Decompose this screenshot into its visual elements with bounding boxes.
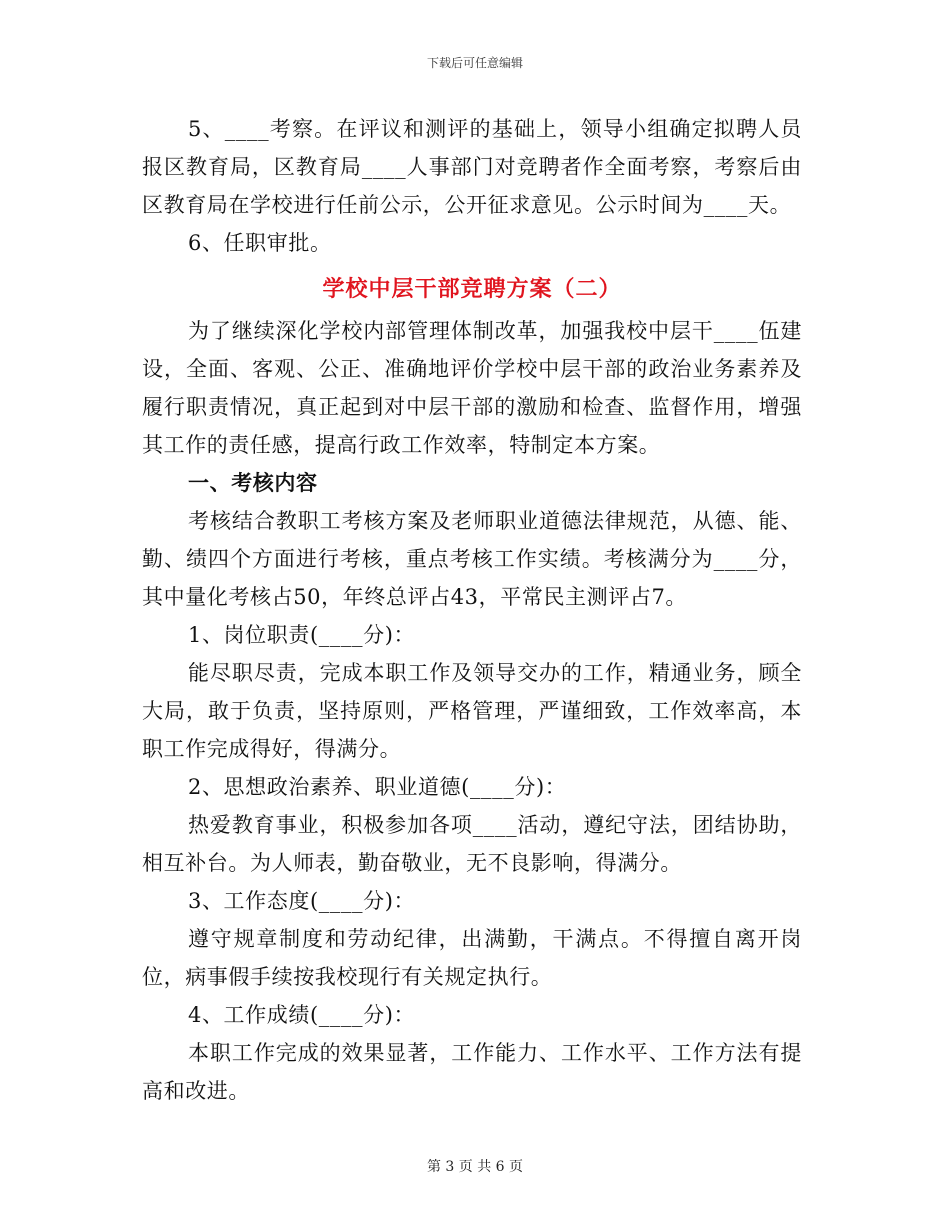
item-heading: 1、岗位职责(____分)： [188,623,416,647]
document-body [142,110,802,1110]
section1-heading: 一、考核内容 [188,470,318,495]
item-body: 热爱教育事业，积极参加各项____活动，遵纪守法，团结协助，相互补台。为人师表，勤奋敬业，无不良影响，得满分。 [142,813,802,875]
section-title: 学校中层干部竞聘方案（二） [322,276,622,302]
item-body: 本职工作完成的效果显著，工作能力、工作水平、工作方法有提高和改进。 [142,1041,802,1103]
intro-paragraph: 为了继续深化学校内部管理体制改革，加强我校中层干____伍建设，全面、客观、公正、准确地评价学校中层干部的政治业务素养及履行职责情况，真正起到对中层干部的激励和检查、监督作用，增强其工作的责任感，提高行政工作效率，特制定本方案。 [142,319,802,457]
item-body: 遵守规章制度和劳动纪律，出满勤，干满点。不得擅自离开岗位，病事假手续按我校现行有关规定执行。 [142,927,802,989]
item-heading: 2、思想政治素养、职业道德(____分)： [188,775,567,799]
section1-body: 考核结合教职工考核方案及老师职业道德法律规范，从德、能、勤、绩四个方面进行考核，重点考核工作实绩。考核满分为____分，其中量化考核占50，年终总评占43，平常民主测评占7。 [142,509,802,609]
page-number: 第 3 页 共 6 页 [426,1159,524,1175]
paragraph-item-5: 5、____考察。在评议和测评的基础上，领导小组确定拟聘人员报区教育局，区教育局____人事部门对竞聘者作全面考察，考察后由区教育局在学校进行任前公示，公开征求意见。公示时间为____天。 [142,117,802,217]
item-heading: 3、工作态度(____分)： [188,889,416,913]
header-note: 下载后可任意编辑 [426,56,523,70]
item-heading: 4、工作成绩(____分)： [188,1003,416,1027]
item-body: 能尽职尽责，完成本职工作及领导交办的工作，精通业务，顾全大局，敢于负责，坚持原则，严格管理，严谨细致，工作效率高，本职工作完成得好，得满分。 [142,661,802,761]
paragraph-item-6: 6、任职审批。 [188,231,332,255]
